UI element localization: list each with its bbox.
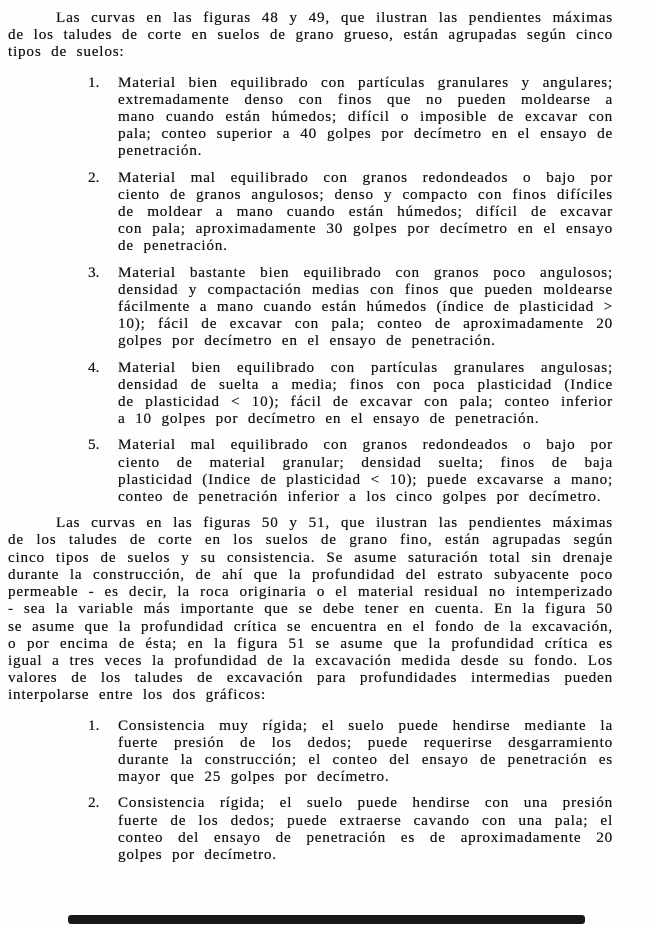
item-text: Material mal equilibrado con granos redondeados o bajo por ciento de granos angulosos; denso y compacto con finos difíciles de moldear a mano cuando están húmedos; difícil de excavar con pala; aproximadamente 30 golpes por decímetro en el ensayo de penetración. <box>118 168 613 255</box>
soil-type-item-2 <box>8 169 613 255</box>
consistency-list <box>8 717 613 864</box>
item-number: 5. <box>88 436 100 454</box>
paragraph-coarse-soils-intro: Las curvas en las figuras 48 y 49, que ilustran las pendientes máximas de los taludes de corte en suelos de grano grueso, están agrupadas según cinco tipos de suelos: <box>8 9 613 61</box>
soil-type-item-5 <box>8 436 613 505</box>
soil-type-item-4 <box>8 359 613 428</box>
paragraph-fine-soils-intro: Las curvas en las figuras 50 y 51, que ilustran las pendientes máximas de los taludes de corte en los suelos de grano fino, están agrupadas según cinco tipos de suelos y su consistencia. Se asume saturación total sin drenaje durante la construcción, de ahí que la profundidad del estrato subyacente poco permeable - es decir, la roca originaria o el material residual no intemperizado - sea la variable más importante que se debe tener en cuenta. En la figura 50 se asume que la profundidad crítica se encuentra en el fondo de la excavación, o por encima de ésta; en la figura 51 se asume que la profundidad crítica es igual a tres veces la profundidad de la excavación medida desde su fondo. Los valores de los taludes de excavación para profundidades intermedias pueden interpolarse entre los dos gráficos: <box>8 514 613 704</box>
item-number: 1. <box>88 716 100 734</box>
item-number: 2. <box>88 168 100 186</box>
item-number: 3. <box>88 263 100 281</box>
item-text: Material mal equilibrado con granos redondeados o bajo por ciento de material granular; densidad suelta; finos de baja plasticidad (Indice de plasticidad < 10); puede excavarse a mano; conteo de penetración inferior a los cinco golpes por decímetro. <box>118 436 613 506</box>
consistency-item-2 <box>8 794 613 863</box>
item-text: Consistencia rígida; el suelo puede hendirse con una presión fuerte de los dedos; puede extraerse cavando con una pala; el conteo del ensayo de penetración es de aproximadamente 20 golpes por decímetro. <box>118 794 613 863</box>
item-text: Consistencia muy rígida; el suelo puede hendirse mediante la fuerte presión de los dedos; puede requerirse desgarramiento durante la construcción; el conteo del ensayo de penetración es mayor que 25 golpes por decímetro. <box>118 716 613 786</box>
soil-type-item-1 <box>8 74 613 160</box>
soil-type-list <box>8 74 613 506</box>
item-number: 2. <box>88 794 100 812</box>
item-text: Material bien equilibrado con partículas granulares angulosas; densidad de suelta a media; finos con poca plasticidad (Indice de plasticidad < 10); fácil de excavar con pala; conteo inferior a 10 golpes por decímetro en el ensayo de penetración. <box>118 358 613 428</box>
consistency-item-1 <box>8 717 613 786</box>
soil-type-item-3 <box>8 264 613 350</box>
item-number: 4. <box>88 358 100 376</box>
item-text: Material bastante bien equilibrado con granos poco angulosos; densidad y compactación medias con finos que pueden moldearse fácilmente a mano cuando están húmedos (índice de plasticidad > 10); fácil de excavar con pala; conteo de aproximadamente 20 golpes por decímetro en el ensayo de penetración. <box>118 263 613 350</box>
bottom-scan-artifact-bar <box>68 915 585 924</box>
item-number: 1. <box>88 73 100 91</box>
item-text: Material bien equilibrado con partículas granulares y angulares; extremadamente denso con finos que no pueden moldearse a mano cuando están húmedos; difícil o imposible de excavar con pala; conteo superior a 40 golpes por decímetro en el ensayo de penetración. <box>118 73 613 160</box>
page-content <box>8 9 613 872</box>
